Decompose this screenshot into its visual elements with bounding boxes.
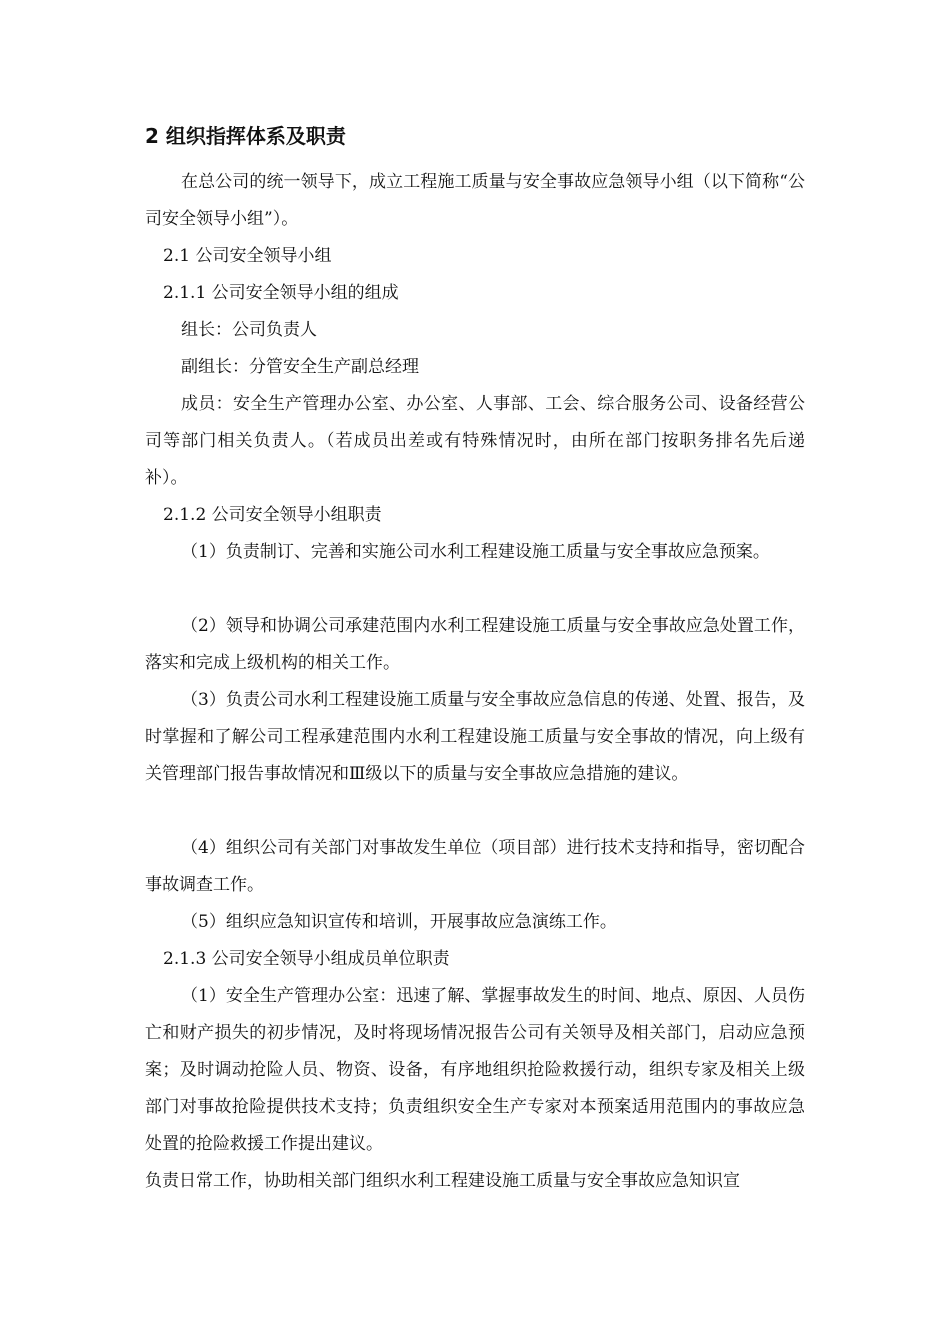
duty-item-2: （2）领导和协调公司承建范围内水利工程建设施工质量与安全事故应急处置工作，落实和完成上级机构的相关工作。 bbox=[145, 616, 805, 673]
duty-item-4: （4）组织公司有关部门对事故发生单位（项目部）进行技术支持和指导，密切配合事故调查工作。 bbox=[145, 838, 805, 895]
duty-item-1: （1）负责制订、完善和实施公司水利工程建设施工质量与安全事故应急预案。 bbox=[181, 542, 770, 562]
members-paragraph: 成员：安全生产管理办公室、办公室、人事部、工会、综合服务公司、设备经营公司等部门相关负责人。（若成员出差或有特殊情况时，由所在部门按职务排名先后递补）。 bbox=[145, 394, 805, 488]
continuation-paragraph: 负责日常工作，协助相关部门组织水利工程建设施工质量与安全事故应急知识宣 bbox=[145, 1171, 740, 1191]
deputy-leader-line: 副组长：分管安全生产副总经理 bbox=[181, 357, 419, 377]
leader-line: 组长：公司负责人 bbox=[181, 320, 317, 340]
section-heading: 2 组织指挥体系及职责 bbox=[145, 124, 346, 148]
duty-item-5: （5）组织应急知识宣传和培训，开展事故应急演练工作。 bbox=[181, 912, 617, 932]
subsection-2-1-title: 2.1 公司安全领导小组 bbox=[163, 246, 332, 266]
unit-duty-item-1: （1）安全生产管理办公室：迅速了解、掌握事故发生的时间、地点、原因、人员伤亡和财产损失的初步情况，及时将现场情况报告公司有关领导及相关部门，启动应急预案；及时调动抢险人员、物资、设备，有序地组织抢险救援行动，组织专家及相关上级部门对事故抢险提供技术支持；负责组织安全生产专家对本预案适用范围内的事故应急处置的抢险救援工作提出建议。 bbox=[145, 986, 805, 1154]
subsection-2-1-3-title: 2.1.3 公司安全领导小组成员单位职责 bbox=[163, 949, 450, 969]
duty-item-3: （3）负责公司水利工程建设施工质量与安全事故应急信息的传递、处置、报告，及时掌握和了解公司工程承建范围内水利工程建设施工质量与安全事故的情况，向上级有关管理部门报告事故情况和Ⅲ级以下的质量与安全事故应急措施的建议。 bbox=[145, 690, 805, 784]
subsection-2-1-2-title: 2.1.2 公司安全领导小组职责 bbox=[163, 505, 382, 525]
intro-paragraph: 在总公司的统一领导下，成立工程施工质量与安全事故应急领导小组（以下简称“公司安全领导小组”）。 bbox=[145, 172, 805, 229]
subsection-2-1-1-title: 2.1.1 公司安全领导小组的组成 bbox=[163, 283, 399, 303]
